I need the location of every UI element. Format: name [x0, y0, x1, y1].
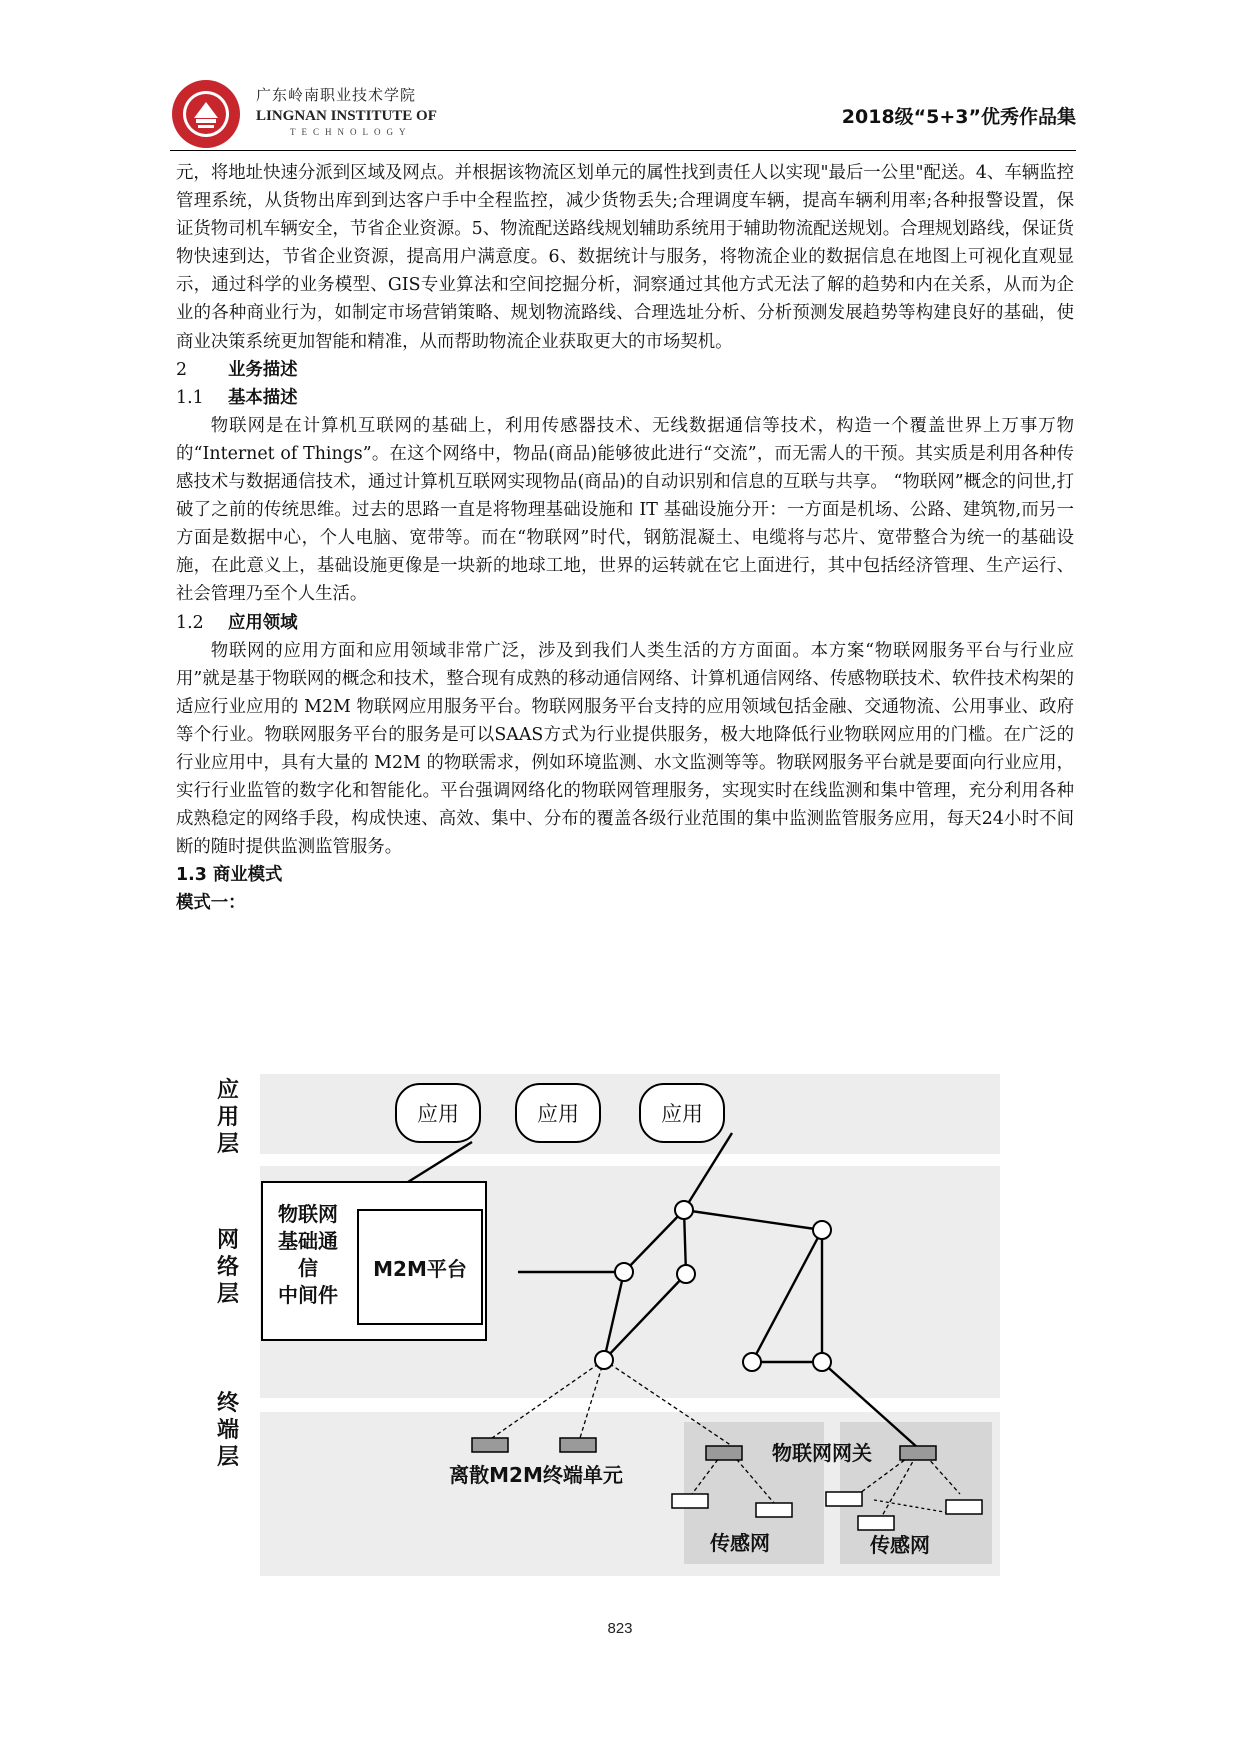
svg-text:网: 网: [216, 1228, 240, 1253]
svg-text:应用: 应用: [537, 1102, 579, 1126]
section-heading-1-2: [176, 609, 1074, 637]
svg-text:基础通: 基础通: [278, 1229, 338, 1253]
svg-text:层: 层: [216, 1132, 240, 1157]
header-divider: [170, 150, 1076, 151]
iot-architecture-diagram: [210, 1066, 1010, 1578]
mode-label: 模式一：: [176, 893, 246, 914]
basic-description-paragraph: 物联网是在计算机互联网的基础上，利用传感器技术、无线数据通信等技术，构造一个覆盖世界上万事万物的“Internet of Things”。在这个网络中，物品(商品)能够彼此进行“交流”，而无需人的干预。其实质是利用各种传感技术与数据通信技术，通过计算机互联网实现物品(商品)的自动识别和信息的互联与共享。 “物联网”概念的问世,打破了之前的传统思维。过去的思路一直是将物理基础设施和 IT 基础设施分开：一方面是机场、公路、建筑物,而另一方面是数据中心，个人电脑、宽带等。而在“物联网”时代，钢筋混凝土、电缆将与芯片、宽带整合为统一的基础设施，在此意义上，基础设施更像是一块新的地球工地，世界的运转就在它上面进行，其中包括经济管理、生产运行、社会管理乃至个人生活。: [176, 415, 1074, 605]
svg-text:用: 用: [216, 1105, 240, 1130]
app-bubble-1: [396, 1084, 480, 1142]
section-heading-1-1: [176, 384, 1074, 412]
section-number: 1.2: [176, 612, 204, 633]
svg-text:层: 层: [216, 1282, 240, 1307]
section-title: 业务描述: [228, 359, 298, 380]
terminal-layer-label: [217, 1390, 239, 1470]
page-header: [170, 78, 1076, 150]
network-layer-label: [217, 1228, 239, 1307]
discrete-terminal-label: 离散M2M终端单元: [449, 1463, 623, 1487]
app-bubble-3: [640, 1084, 724, 1142]
sensor-network-label-2: 传感网: [870, 1533, 930, 1557]
svg-text:物联网: 物联网: [278, 1202, 338, 1226]
svg-text:信: 信: [298, 1256, 318, 1280]
section-number: 1.1: [176, 387, 204, 408]
school-name: [256, 84, 437, 137]
page-number: 823: [607, 1620, 633, 1637]
svg-text:应: 应: [216, 1078, 240, 1103]
school-logo: [170, 78, 242, 150]
svg-text:层: 层: [216, 1445, 240, 1470]
m2m-platform-box: [358, 1210, 482, 1324]
app-bubble-2: [516, 1084, 600, 1142]
section-title: 应用领域: [228, 612, 298, 633]
section-title: 基本描述: [228, 387, 298, 408]
school-name-en-2: TECHNOLOGY: [290, 127, 412, 137]
app-layer-band: [260, 1074, 1000, 1154]
app-layer-label: [217, 1077, 239, 1157]
school-name-en: LINGNAN INSTITUTE OF: [256, 108, 437, 124]
gateway-label: 物联网网关: [772, 1441, 872, 1465]
svg-text:终: 终: [216, 1391, 240, 1416]
svg-text:应用: 应用: [417, 1102, 459, 1126]
intro-paragraph: 元，将地址快速分派到区域及网点。并根据该物流区划单元的属性找到责任人以实现"最后一公里"配送。4、车辆监控管理系统，从货物出库到到达客户手中全程监控，减少货物丢失;合理调度车辆，提高车辆利用率;各种报警设置，保证货物司机车辆安全，节省企业资源。5、物流配送路线规划辅助系统用于辅助物流配送规划。合理规划路线，保证货物快速到达，节省企业资源，提高用户满意度。6、数据统计与服务，将物流企业的数据信息在地图上可视化直观显示，通过科学的业务模型、GIS专业算法和空间挖掘分析，洞察通过其他方式无法了解的趋势和内在关系，从而为企业的各种商业行为，如制定市场营销策略、规划物流路线、合理选址分析、分析预测发展趋势等构建良好的基础，使商业决策系统更加智能和精准，从而帮助物流企业获取更大的市场契机。: [176, 163, 1074, 352]
section-heading-2: [176, 356, 1074, 384]
svg-text:M2M平台: M2M平台: [373, 1257, 467, 1281]
svg-text:端: 端: [216, 1418, 240, 1443]
document-body: [176, 159, 1074, 918]
section-number: 2: [176, 359, 188, 380]
collection-title: 2018级“5+3”优秀作品集: [841, 106, 1076, 128]
school-name-cn: 广东岭南职业技术学院: [256, 86, 417, 104]
sensor-network-label-1: 传感网: [710, 1531, 770, 1555]
svg-text:络: 络: [216, 1255, 240, 1280]
application-domain-paragraph: 物联网的应用方面和应用领域非常广泛，涉及到我们人类生活的方方面面。本方案“物联网服务平台与行业应用”就是基于物联网的概念和技术，整合现有成熟的移动通信网络、计算机通信网络、传感物联技术、软件技术构架的适应行业应用的 M2M 物联网应用服务平台。物联网服务平台支持的应用领域包括金融、交通物流、公用事业、政府等个行业。物联网服务平台的服务是可以SAAS方式为行业提供服务，极大地降低行业物联网应用的门槛。在广泛的行业应用中，具有大量的 M2M 的物联需求，例如环境监测、水文监测等等。物联网服务平台就是要面向行业应用，实行行业监管的数字化和智能化。平台强调网络化的物联网管理服务，实现实时在线监测和集中管理，充分利用各种成熟稳定的网络手段，构成快速、高效、集中、分布的覆盖各级行业范围的集中监测监管服务应用，每天24小时不间断的随时提供监测监管服务。: [176, 640, 1074, 858]
svg-text:应用: 应用: [661, 1102, 703, 1126]
section-heading-1-3: 1.3 商业模式: [176, 865, 283, 886]
svg-text:中间件: 中间件: [278, 1283, 338, 1307]
